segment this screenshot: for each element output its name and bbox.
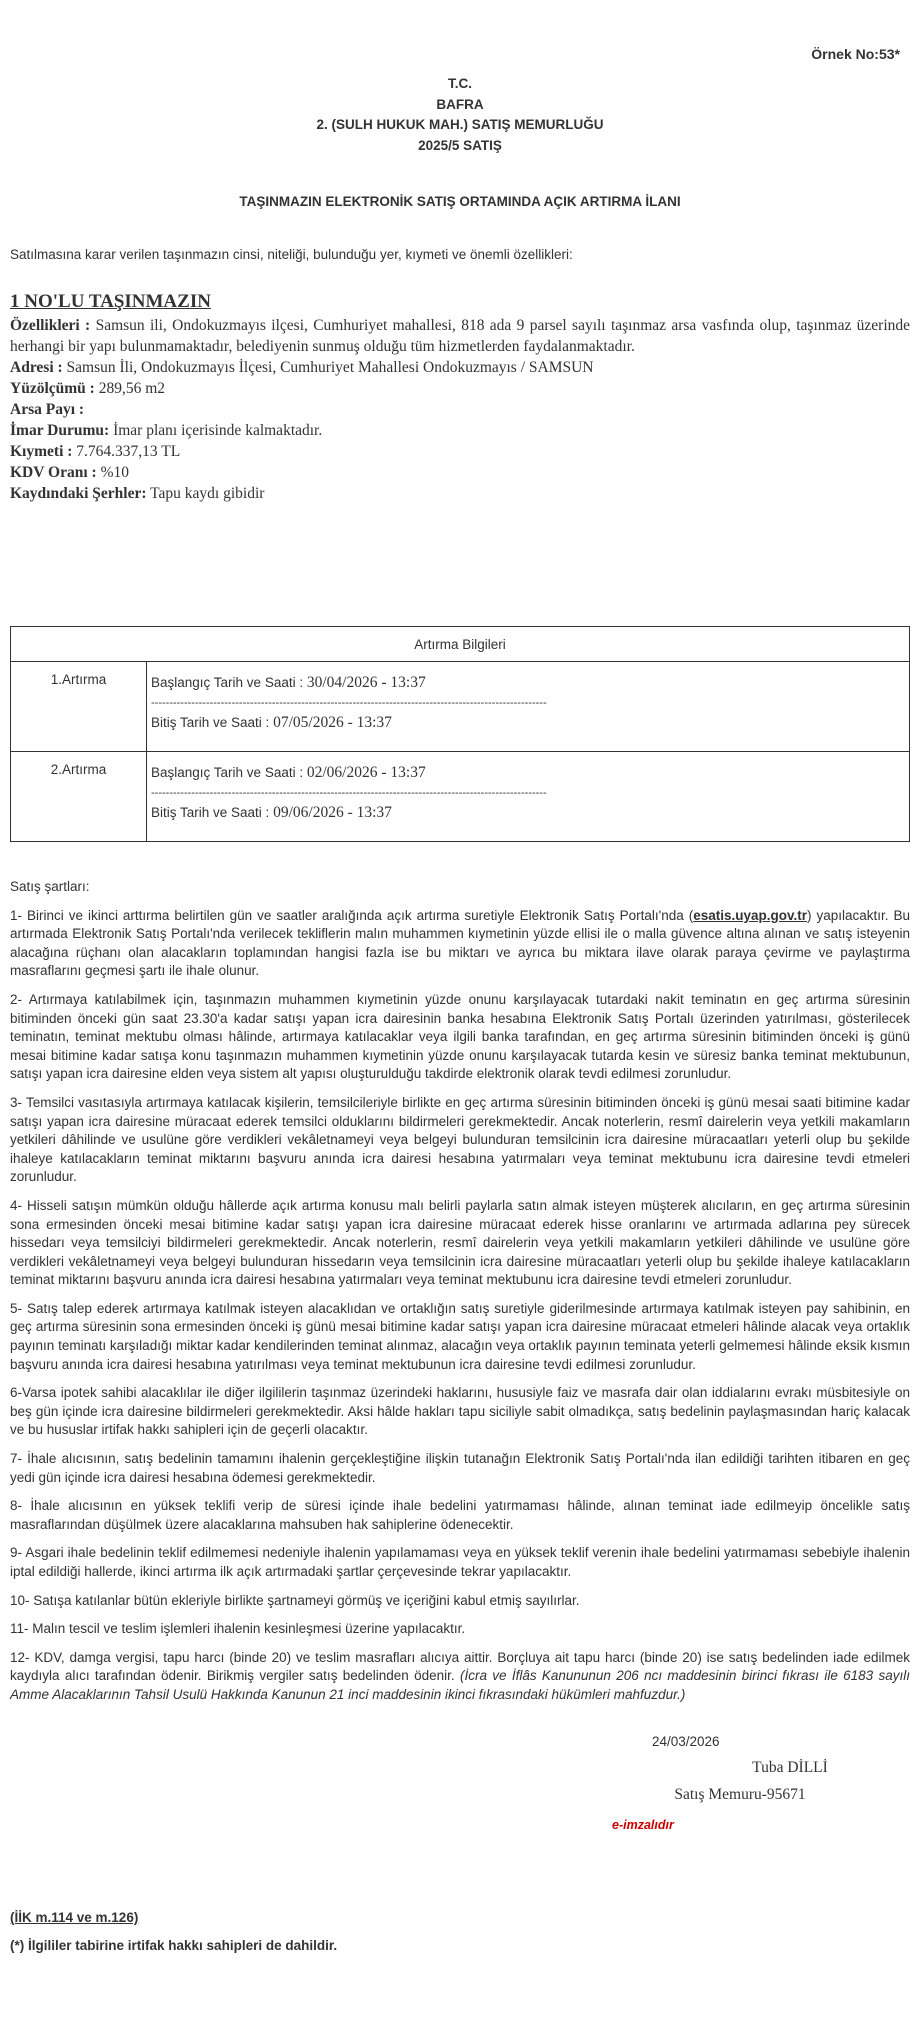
property-address: Adresi : Samsun İli, Ondokuzmayıs İlçesi, Cumhuriyet Mahallesi Ondokuzmayıs / SAMSUN	[10, 359, 594, 376]
auction-start: Başlangıç Tarih ve Saati : 30/04/2026 - 13:37	[151, 674, 426, 691]
condition-1: 1- Birinci ve ikinci arttırma belirtilen gün ve saatler aralığında açık artırma suretiyle Elektronik Satış Portalı'nda (esatis.uyap.gov.tr) yapılacaktır. Bu artırmada Elektronik Satış Portalı'nda verilecek tekliflerin malın muhammen kıymetinin yüzde ellisi ile o malla güvence altına alınan ve satış isteyenin alacağına rüçhanı olan alacakların toplamından hangisi fazla ise bu miktarı ve ayrıca bu miktara ilave olarak paraya çevirme ve paylaştırma masraflarını geçmesi şartı ile ihale olunur.	[10, 907, 910, 979]
property-heading: 1 NO'LU TAŞINMAZIN	[10, 291, 211, 312]
header-file-no: 2025/5 SATIŞ	[418, 137, 502, 153]
condition-12: 12- KDV, damga vergisi, tapu harcı (binde 20) ve teslim masrafları alıcıya aittir. Borçluya ait tapu harcı (binde 20) ise satış bedelinden iade edilmek kaydıyla alıcı tarafından ödenir. Birikmiş vergiler satış bedelinden ödenir. (İcra ve İflâs Kanununun 206 ncı maddesinin birinci fıkrası ile 6183 sayılı Amme Alacaklarının Tahsil Usulü Hakkında Kanunun 21 inci maddesinin ikinci fıkrasındaki hükümleri mahfuzdur.)	[10, 1649, 910, 1702]
condition-6: 6-Varsa ipotek sahibi alacaklılar ile diğer ilgililerin taşınmaz üzerindeki haklarını, hususiyle faiz ve masrafa dair olan iddialarını evrakı müsbitesiyle on beş gün içinde icra dairesine bildirmeleri gerekmektedir. Aksi hâlde hakları tapu siciliyle sabit olmadıkça, satış bedelinin paylaşmasından hariç kalacak ve bu hususlar irtifak hakkı sahipleri için de geçerli olacaktır.	[10, 1385, 910, 1438]
property-section	[10, 290, 910, 504]
esatis-link[interactable]: esatis.uyap.gov.tr	[693, 907, 807, 923]
condition-8: 8- İhale alıcısının en yüksek teklifi verip de süresi içinde ihale bedelini yatırmaması hâlinde, alınan teminat iade edilmeyip öncelikle satış masraflarından düşülmek üzere alacaklarına mahsuben hak sahiplerine ödenecektir.	[10, 1498, 910, 1532]
e-signature-mark: e-imzalıdır	[612, 1818, 674, 1832]
auction-row	[11, 752, 910, 842]
property-zoning: İmar Durumu: İmar planı içerisinde kalmaktadır.	[10, 422, 323, 439]
footnote: (*) İlgililer tabirine irtifak hakkı sahipleri de dahildir.	[10, 1938, 338, 1953]
document-header	[0, 74, 920, 156]
condition-9: 9- Asgari ihale bedelinin teklif edilmemesi nedeniyle ihalenin yapılamaması veya en yüksek teklif verenin ihale bedelini yatırmaması sebebiyle ihalenin iptal edildiği hallerde, ikinci artırma ilk açık artırmadaki şartlar çerçevesinde tekrar yapılacaktır.	[10, 1545, 910, 1579]
condition-10: 10- Satışa katılanlar bütün ekleriyle birlikte şartnameyi görmüş ve içeriğini kabul etmiş sayılırlar.	[10, 1592, 580, 1608]
property-area: Yüzölçümü : 289,56 m2	[10, 380, 166, 397]
page-title: TAŞINMAZIN ELEKTRONİK SATIŞ ORTAMINDA AÇIK ARTIRMA İLANI	[239, 194, 681, 209]
auction-table-header: Artırma Bilgileri	[11, 627, 910, 662]
signer-title: Satış Memuru-95671	[674, 1786, 806, 1803]
condition-11: 11- Malın tescil ve teslim işlemleri ihalenin kesinleşmesi üzerine yapılacaktır.	[10, 1621, 466, 1637]
sale-conditions	[10, 878, 910, 1715]
auction-table	[10, 626, 910, 842]
law-reference: (İİK m.114 ve m.126)	[10, 1910, 139, 1925]
auction-end: Bitiş Tarih ve Saati : 07/05/2026 - 13:37	[151, 714, 392, 731]
header-office: 2. (SULH HUKUK MAH.) SATIŞ MEMURLUĞU	[316, 117, 604, 132]
separator-line: ------------------------------------------------------------------------------------------------------------	[151, 697, 547, 709]
property-vat: KDV Oranı : %10	[10, 464, 129, 481]
property-features: Özellikleri : Samsun ili, Ondokuzmayıs ilçesi, Cumhuriyet mahallesi, 818 ada 9 parsel sayılı taşınmaz arsa vasfında olup, taşınmaz üzerinde herhangi bir yapı bulunmamaktadır, belediyenin sunmuş olduğu tüm hizmetlerden faydalanmaktadır.	[10, 317, 911, 355]
property-value: Kıymeti : 7.764.337,13 TL	[10, 443, 181, 460]
condition-5: 5- Satış talep ederek artırmaya katılmak isteyen alacaklıdan ve ortaklığın satış suretiyle giderilmesinde artırmaya katılmak isteyen pay sahibinin, en geç artırma süresinin sona ermesinden önceki iş günü mesai bitimine kadar satışı yapan icra dairesine müracaat etmeleri hâlinde alacak veya ortaklık payının teminatı karşıladığı miktar kadar kendilerinden teminat alınmaz, alacağın veya ortaklık payının teminata yeterli gelmemesi hâlinde eksik kısmın başvuru anında icra dairesi hesabına yatırılması veya teminat mektubunun icra dairesine tevdi edilmesi zorunludur.	[10, 1300, 910, 1372]
sample-number: Örnek No:53*	[811, 46, 900, 62]
condition-3: 3- Temsilci vasıtasıyla artırmaya katılacak kişilerin, temsilcileriyle birlikte en geç artırma süresinin bitiminden önceki iş günü mesai saati bitimine kadar satışı yapan icra dairesine müracaat ederek temsilci olduklarını bildirmeleri gerekmektedir. Ancak noterlerin, resmî dairelerin veya yetkili makamların yetkileri dâhilinde ve usulüne göre verdikleri vekâletnameyi veya belgeyi bulunduran temsilcinin icra dairesine müracaatları yeterli olup bu şekilde ihaleye katılacakların teminat miktarını başvuru anında icra dairesi hesabına yatırmaları veya teminat mektubunu icra dairesine tevdi etmeleri zorunludur.	[10, 1094, 910, 1185]
property-share: Arsa Payı :	[10, 401, 85, 418]
header-tc: T.C.	[447, 76, 472, 91]
intro-text: Satılmasına karar verilen taşınmazın cinsi, niteliği, bulunduğu yer, kıymeti ve önemli özellikleri:	[10, 247, 573, 262]
auction-start: Başlangıç Tarih ve Saati : 02/06/2026 - 13:37	[151, 764, 426, 781]
auction-end: Bitiş Tarih ve Saati : 09/06/2026 - 13:37	[151, 804, 392, 821]
auction-round-label: 1.Artırma	[11, 662, 147, 752]
auction-round-label: 2.Artırma	[11, 752, 147, 842]
signature-date: 24/03/2026	[652, 1734, 720, 1749]
condition-4: 4- Hisseli satışın mümkün olduğu hâllerde açık artırma konusu malı belirli paylarla satın almak isteyen müşterek alıcıların, en geç artırma süresinin sona ermesinden önceki mesai bitimine kadar satışı yapan icra dairesine müracaat ederek hisse oranlarını ve artırmada adlarına pey sürecek hissedarı veya temsilciyi bildirmeleri gerekmektedir. Ancak noterlerin, resmî dairelerin veya yetkili makamların yetkileri dâhilinde ve usulüne göre verdikleri vekâletnameyi veya belgeyi bulunduran hissedarın veya temsilcinin icra dairesine müracaatları yeterli olup bu şekilde ihaleye katılacakların teminat miktarını başvuru anında icra dairesi hesabına yatırmaları veya teminat mektubunu icra dairesine tevdi etmeleri zorunludur.	[10, 1197, 910, 1288]
conditions-heading: Satış şartları:	[10, 879, 90, 894]
header-city: BAFRA	[436, 96, 484, 112]
property-annotations: Kaydındaki Şerhler: Tapu kaydı gibidir	[10, 485, 265, 502]
condition-7: 7- İhale alıcısının, satış bedelinin tamamını ihalenin gerçekleştiğine ilişkin tutanağın Elektronik Satış Portalı'nda ilan edildiği tarihten itibaren en geç yedi gün içinde icra dairesi hesabına ödemesi gerekmektedir.	[10, 1451, 910, 1485]
signer-name: Tuba DİLLİ	[752, 1759, 828, 1776]
auction-row	[11, 662, 910, 752]
separator-line: ------------------------------------------------------------------------------------------------------------	[151, 787, 547, 799]
condition-2: 2- Artırmaya katılabilmek için, taşınmazın muhammen kıymetinin yüzde onunu karşılayacak tutardaki nakit teminatın en geç artırma süresinin bitiminden önceki gün saat 23.30'a kadar satışı yapan icra dairesinin banka hesabına Elektronik Satış Portalı üzerinden yatırılması, gösterilecek teminatın, teminat mektubu olması hâlinde, artırmaya katılacaklar veya ilgili banka tarafından, en geç artırma süresinin bitiminden önceki iş günü mesai bitimine kadar satışa konu taşınmazın muhammen kıymetinin yüzde onunu karşılayacak tutarda kesin ve süresiz banka teminat mektubunun, satışı yapan icra dairesine elden veya sistem alt yapısı oluşturulduğu takdirde elektronik olarak tevdi edilmesi zorunludur.	[10, 991, 910, 1082]
